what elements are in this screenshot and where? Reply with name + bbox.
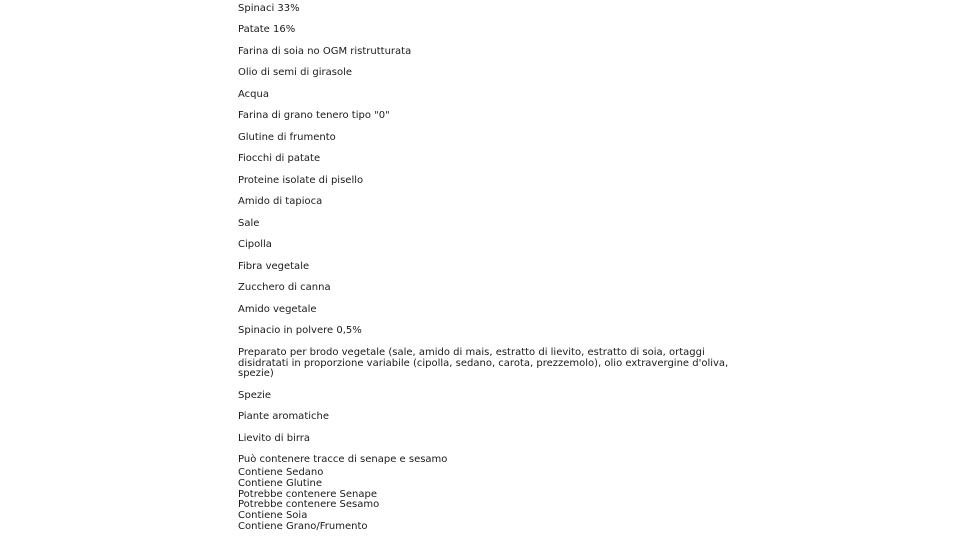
allergen-item: Contiene Sedano	[238, 467, 324, 478]
ingredient-item: Fiocchi di patate	[238, 153, 321, 165]
ingredient-item: Amido di tapioca	[238, 196, 323, 208]
ingredient-item: Lievito di birra	[238, 432, 311, 444]
ingredient-item: Spinaci 33%	[238, 3, 300, 14]
ingredient-item: Piante aromatiche	[238, 411, 330, 423]
ingredient-item: Olio di semi di girasole	[238, 67, 353, 79]
ingredient-item: Proteine isolate di pisello	[238, 174, 364, 186]
ingredient-item: Patate 16%	[238, 24, 296, 36]
ingredient-item: Sale	[238, 217, 260, 229]
ingredient-item: Zucchero di canna	[238, 282, 331, 294]
allergen-item: Contiene Glutine	[238, 477, 323, 489]
ingredient-item: Farina di soia no OGM ristrutturata	[238, 45, 412, 57]
ingredient-item: Acqua	[238, 88, 269, 100]
ingredient-item: Spinacio in polvere 0,5%	[238, 325, 362, 337]
allergens-list	[238, 468, 738, 533]
allergen-item: Contiene Grano/Frumento	[238, 520, 368, 532]
ingredient-item: Spezie	[238, 389, 272, 401]
allergen-item: Potrebbe contenere Senape	[238, 488, 377, 500]
ingredient-item: Glutine di frumento	[238, 131, 336, 143]
allergen-item: Contiene Soia	[238, 510, 308, 522]
allergen-item: Potrebbe contenere Sesamo	[238, 499, 380, 511]
ingredient-item: Può contenere tracce di senape e sesamo	[238, 454, 448, 466]
ingredient-item: Cipolla	[238, 239, 272, 251]
ingredient-item: Fibra vegetale	[238, 260, 310, 272]
ingredients-list	[238, 4, 738, 477]
ingredient-item: Farina di grano tenero tipo "0"	[238, 110, 390, 122]
ingredient-item: Amido vegetale	[238, 303, 317, 315]
ingredient-item: Preparato per brodo vegetale (sale, amido di mais, estratto di lievito, estratto di soia, ortaggi disidratati in proporzione variabile (cipolla, sedano, carota, prezzemolo), olio extravergine d'oliva, spezie)	[238, 346, 729, 380]
